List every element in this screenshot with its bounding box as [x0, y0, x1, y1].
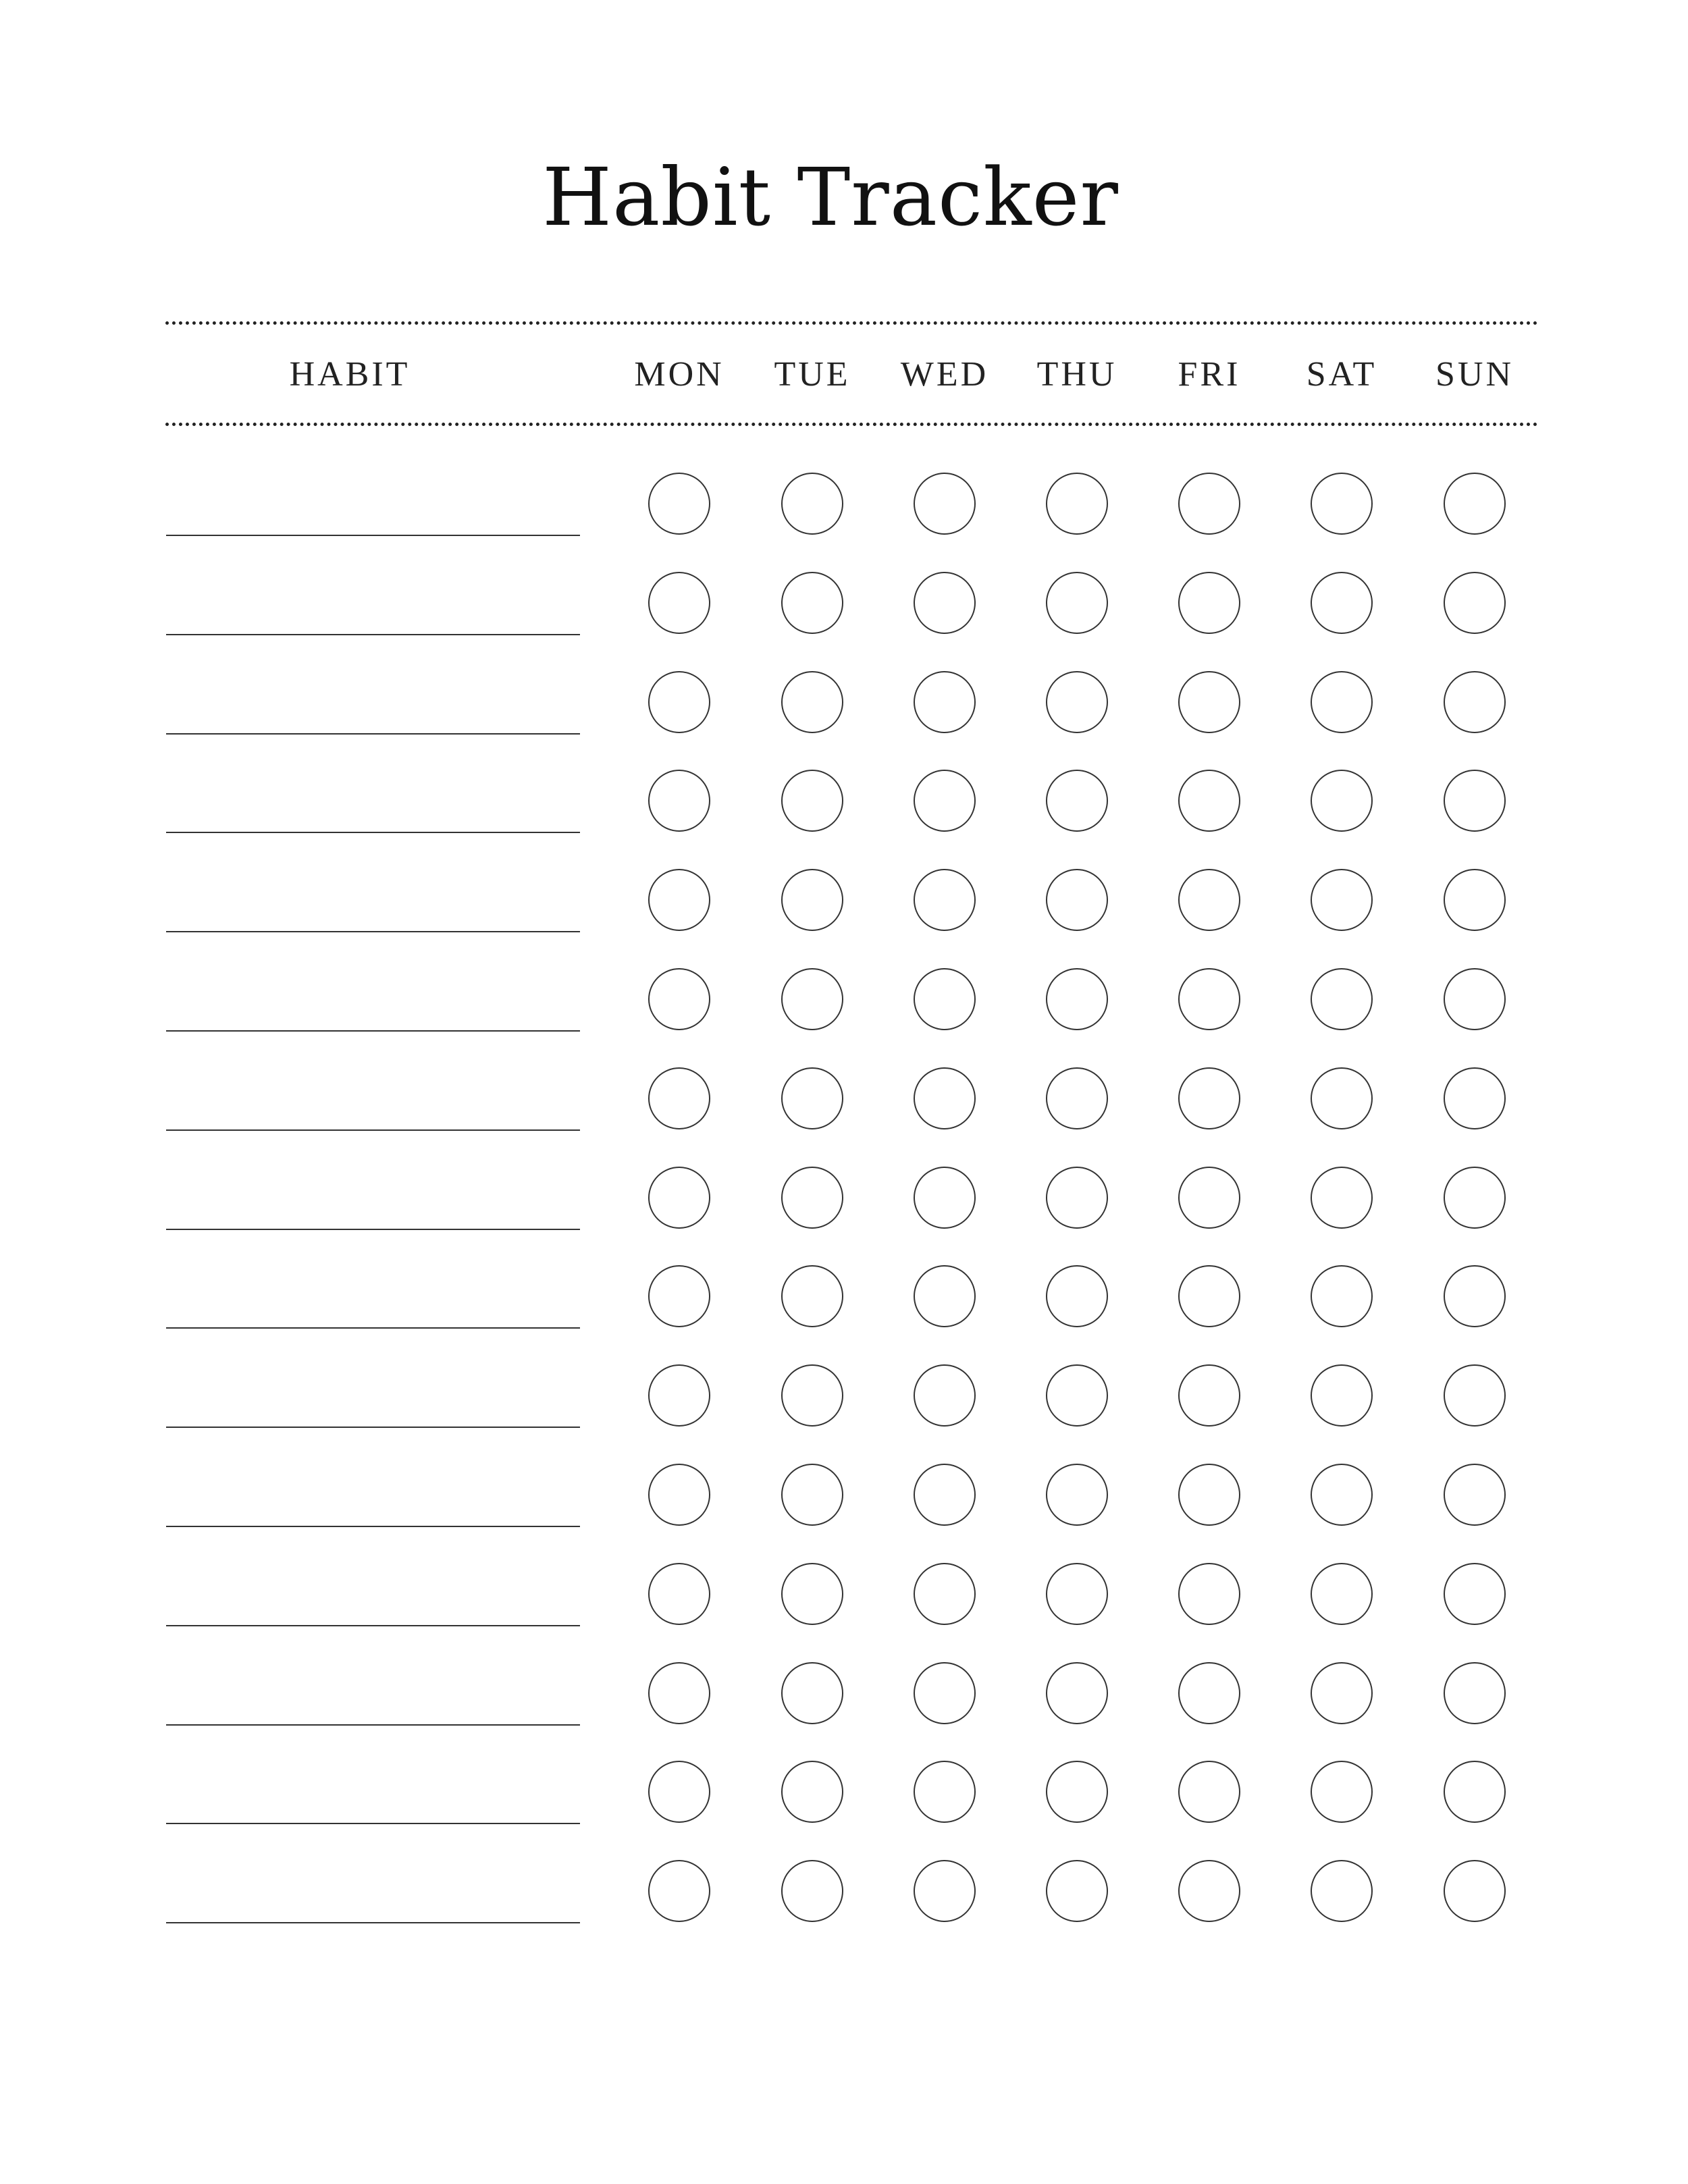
checkbox-circle-wed[interactable]	[914, 1662, 976, 1724]
checkbox-circle-thu[interactable]	[1046, 1761, 1108, 1823]
checkbox-circle-tue[interactable]	[781, 1464, 843, 1526]
checkbox-circle-tue[interactable]	[781, 968, 843, 1030]
checkbox-circle-fri[interactable]	[1178, 1563, 1240, 1625]
checkbox-circle-wed[interactable]	[914, 1761, 976, 1823]
checkbox-circle-sun[interactable]	[1444, 671, 1506, 733]
checkbox-circle-mon[interactable]	[648, 1067, 710, 1129]
habit-name-line[interactable]	[166, 1327, 580, 1329]
checkbox-circle-mon[interactable]	[648, 770, 710, 832]
day-header-tue: TUE	[774, 355, 851, 394]
checkbox-circle-sun[interactable]	[1444, 1662, 1506, 1724]
checkbox-circle-sat[interactable]	[1311, 1067, 1373, 1129]
checkbox-circle-fri[interactable]	[1178, 968, 1240, 1030]
checkbox-circle-thu[interactable]	[1046, 572, 1108, 634]
checkbox-circle-mon[interactable]	[648, 1563, 710, 1625]
checkbox-circle-fri[interactable]	[1178, 1464, 1240, 1526]
checkbox-circle-tue[interactable]	[781, 572, 843, 634]
day-header-sun: SUN	[1435, 355, 1514, 394]
checkbox-circle-fri[interactable]	[1178, 1860, 1240, 1922]
habit-name-line[interactable]	[166, 1526, 580, 1527]
checkbox-circle-tue[interactable]	[781, 770, 843, 832]
checkbox-circle-sat[interactable]	[1311, 1167, 1373, 1229]
checkbox-circle-mon[interactable]	[648, 1860, 710, 1922]
checkbox-circle-wed[interactable]	[914, 1563, 976, 1625]
checkbox-circle-sat[interactable]	[1311, 968, 1373, 1030]
checkbox-circle-thu[interactable]	[1046, 1662, 1108, 1724]
checkbox-circle-tue[interactable]	[781, 1265, 843, 1327]
checkbox-circle-tue[interactable]	[781, 473, 843, 535]
checkbox-circle-wed[interactable]	[914, 473, 976, 535]
habit-name-line[interactable]	[166, 634, 580, 635]
checkbox-circle-wed[interactable]	[914, 572, 976, 634]
checkbox-circle-sat[interactable]	[1311, 1265, 1373, 1327]
checkbox-circle-fri[interactable]	[1178, 1067, 1240, 1129]
checkbox-circle-mon[interactable]	[648, 869, 710, 931]
checkbox-circle-sat[interactable]	[1311, 1364, 1373, 1427]
checkbox-circle-mon[interactable]	[648, 968, 710, 1030]
checkbox-circle-fri[interactable]	[1178, 572, 1240, 634]
checkbox-circle-sat[interactable]	[1311, 1662, 1373, 1724]
checkbox-circle-sun[interactable]	[1444, 473, 1506, 535]
checkbox-circle-tue[interactable]	[781, 1364, 843, 1427]
checkbox-circle-sun[interactable]	[1444, 572, 1506, 634]
checkbox-circle-fri[interactable]	[1178, 869, 1240, 931]
checkbox-circle-tue[interactable]	[781, 671, 843, 733]
checkbox-circle-tue[interactable]	[781, 1563, 843, 1625]
checkbox-circle-thu[interactable]	[1046, 473, 1108, 535]
checkbox-circle-sun[interactable]	[1444, 1265, 1506, 1327]
checkbox-circle-tue[interactable]	[781, 1167, 843, 1229]
checkbox-circle-thu[interactable]	[1046, 1860, 1108, 1922]
day-header-wed: WED	[900, 355, 989, 394]
checkbox-circle-tue[interactable]	[781, 869, 843, 931]
checkbox-circle-sat[interactable]	[1311, 671, 1373, 733]
page-title: Habit Tracker	[542, 151, 1119, 244]
checkbox-circle-mon[interactable]	[648, 1662, 710, 1724]
checkbox-circle-sun[interactable]	[1444, 1860, 1506, 1922]
checkbox-circle-sat[interactable]	[1311, 473, 1373, 535]
checkbox-circle-wed[interactable]	[914, 770, 976, 832]
checkbox-circle-fri[interactable]	[1178, 1265, 1240, 1327]
checkbox-circle-thu[interactable]	[1046, 968, 1108, 1030]
checkbox-circle-fri[interactable]	[1178, 770, 1240, 832]
checkbox-circle-wed[interactable]	[914, 1364, 976, 1427]
checkbox-circle-mon[interactable]	[648, 1167, 710, 1229]
checkbox-circle-wed[interactable]	[914, 1265, 976, 1327]
habit-column-header: HABIT	[289, 355, 411, 394]
habit-name-line[interactable]	[166, 535, 580, 536]
day-header-fri: FRI	[1178, 355, 1241, 394]
checkbox-circle-sat[interactable]	[1311, 1761, 1373, 1823]
checkbox-circle-sat[interactable]	[1311, 1464, 1373, 1526]
checkbox-circle-mon[interactable]	[648, 473, 710, 535]
habit-name-line[interactable]	[166, 832, 580, 833]
checkbox-circle-sun[interactable]	[1444, 1761, 1506, 1823]
checkbox-circle-sat[interactable]	[1311, 770, 1373, 832]
checkbox-circle-sun[interactable]	[1444, 968, 1506, 1030]
day-header-mon: MON	[634, 355, 724, 394]
checkbox-circle-fri[interactable]	[1178, 1662, 1240, 1724]
habit-name-line[interactable]	[166, 1229, 580, 1230]
checkbox-circle-sat[interactable]	[1311, 572, 1373, 634]
habit-name-line[interactable]	[166, 1823, 580, 1824]
checkbox-circle-fri[interactable]	[1178, 1761, 1240, 1823]
checkbox-circle-sun[interactable]	[1444, 1067, 1506, 1129]
checkbox-circle-thu[interactable]	[1046, 770, 1108, 832]
checkbox-circle-fri[interactable]	[1178, 671, 1240, 733]
checkbox-circle-mon[interactable]	[648, 1761, 710, 1823]
checkbox-circle-sat[interactable]	[1311, 869, 1373, 931]
checkbox-circle-tue[interactable]	[781, 1662, 843, 1724]
habit-name-line[interactable]	[166, 1427, 580, 1428]
checkbox-circle-wed[interactable]	[914, 1067, 976, 1129]
checkbox-circle-tue[interactable]	[781, 1860, 843, 1922]
checkbox-circle-mon[interactable]	[648, 1265, 710, 1327]
checkbox-circle-fri[interactable]	[1178, 1167, 1240, 1229]
habit-name-line[interactable]	[166, 1922, 580, 1923]
checkbox-circle-sun[interactable]	[1444, 869, 1506, 931]
checkbox-circle-thu[interactable]	[1046, 1563, 1108, 1625]
checkbox-circle-fri[interactable]	[1178, 1364, 1240, 1427]
checkbox-circle-wed[interactable]	[914, 1464, 976, 1526]
checkbox-circle-sun[interactable]	[1444, 1464, 1506, 1526]
checkbox-circle-thu[interactable]	[1046, 1464, 1108, 1526]
habit-name-line[interactable]	[166, 733, 580, 735]
checkbox-circle-mon[interactable]	[648, 671, 710, 733]
checkbox-circle-thu[interactable]	[1046, 1067, 1108, 1129]
checkbox-circle-thu[interactable]	[1046, 869, 1108, 931]
checkbox-circle-thu[interactable]	[1046, 1167, 1108, 1229]
checkbox-circle-wed[interactable]	[914, 968, 976, 1030]
checkbox-circle-thu[interactable]	[1046, 671, 1108, 733]
checkbox-circle-sun[interactable]	[1444, 770, 1506, 832]
checkbox-circle-wed[interactable]	[914, 671, 976, 733]
checkbox-circle-wed[interactable]	[914, 1860, 976, 1922]
checkbox-circle-sat[interactable]	[1311, 1563, 1373, 1625]
checkbox-circle-thu[interactable]	[1046, 1364, 1108, 1427]
checkbox-circle-mon[interactable]	[648, 1464, 710, 1526]
checkbox-circle-fri[interactable]	[1178, 473, 1240, 535]
habit-name-line[interactable]	[166, 1030, 580, 1032]
day-header-thu: THU	[1036, 355, 1117, 394]
day-header-sat: SAT	[1306, 355, 1377, 394]
checkbox-circle-wed[interactable]	[914, 869, 976, 931]
checkbox-circle-mon[interactable]	[648, 1364, 710, 1427]
header-top-divider	[165, 321, 1538, 325]
habit-name-line[interactable]	[166, 1625, 580, 1626]
habit-name-line[interactable]	[166, 1129, 580, 1131]
checkbox-circle-sun[interactable]	[1444, 1563, 1506, 1625]
checkbox-circle-sun[interactable]	[1444, 1167, 1506, 1229]
checkbox-circle-sat[interactable]	[1311, 1860, 1373, 1922]
checkbox-circle-sun[interactable]	[1444, 1364, 1506, 1427]
checkbox-circle-wed[interactable]	[914, 1167, 976, 1229]
header-bottom-divider	[165, 423, 1538, 426]
checkbox-circle-thu[interactable]	[1046, 1265, 1108, 1327]
habit-name-line[interactable]	[166, 1724, 580, 1726]
checkbox-circle-mon[interactable]	[648, 572, 710, 634]
checkbox-circle-tue[interactable]	[781, 1761, 843, 1823]
habit-name-line[interactable]	[166, 931, 580, 932]
checkbox-circle-tue[interactable]	[781, 1067, 843, 1129]
